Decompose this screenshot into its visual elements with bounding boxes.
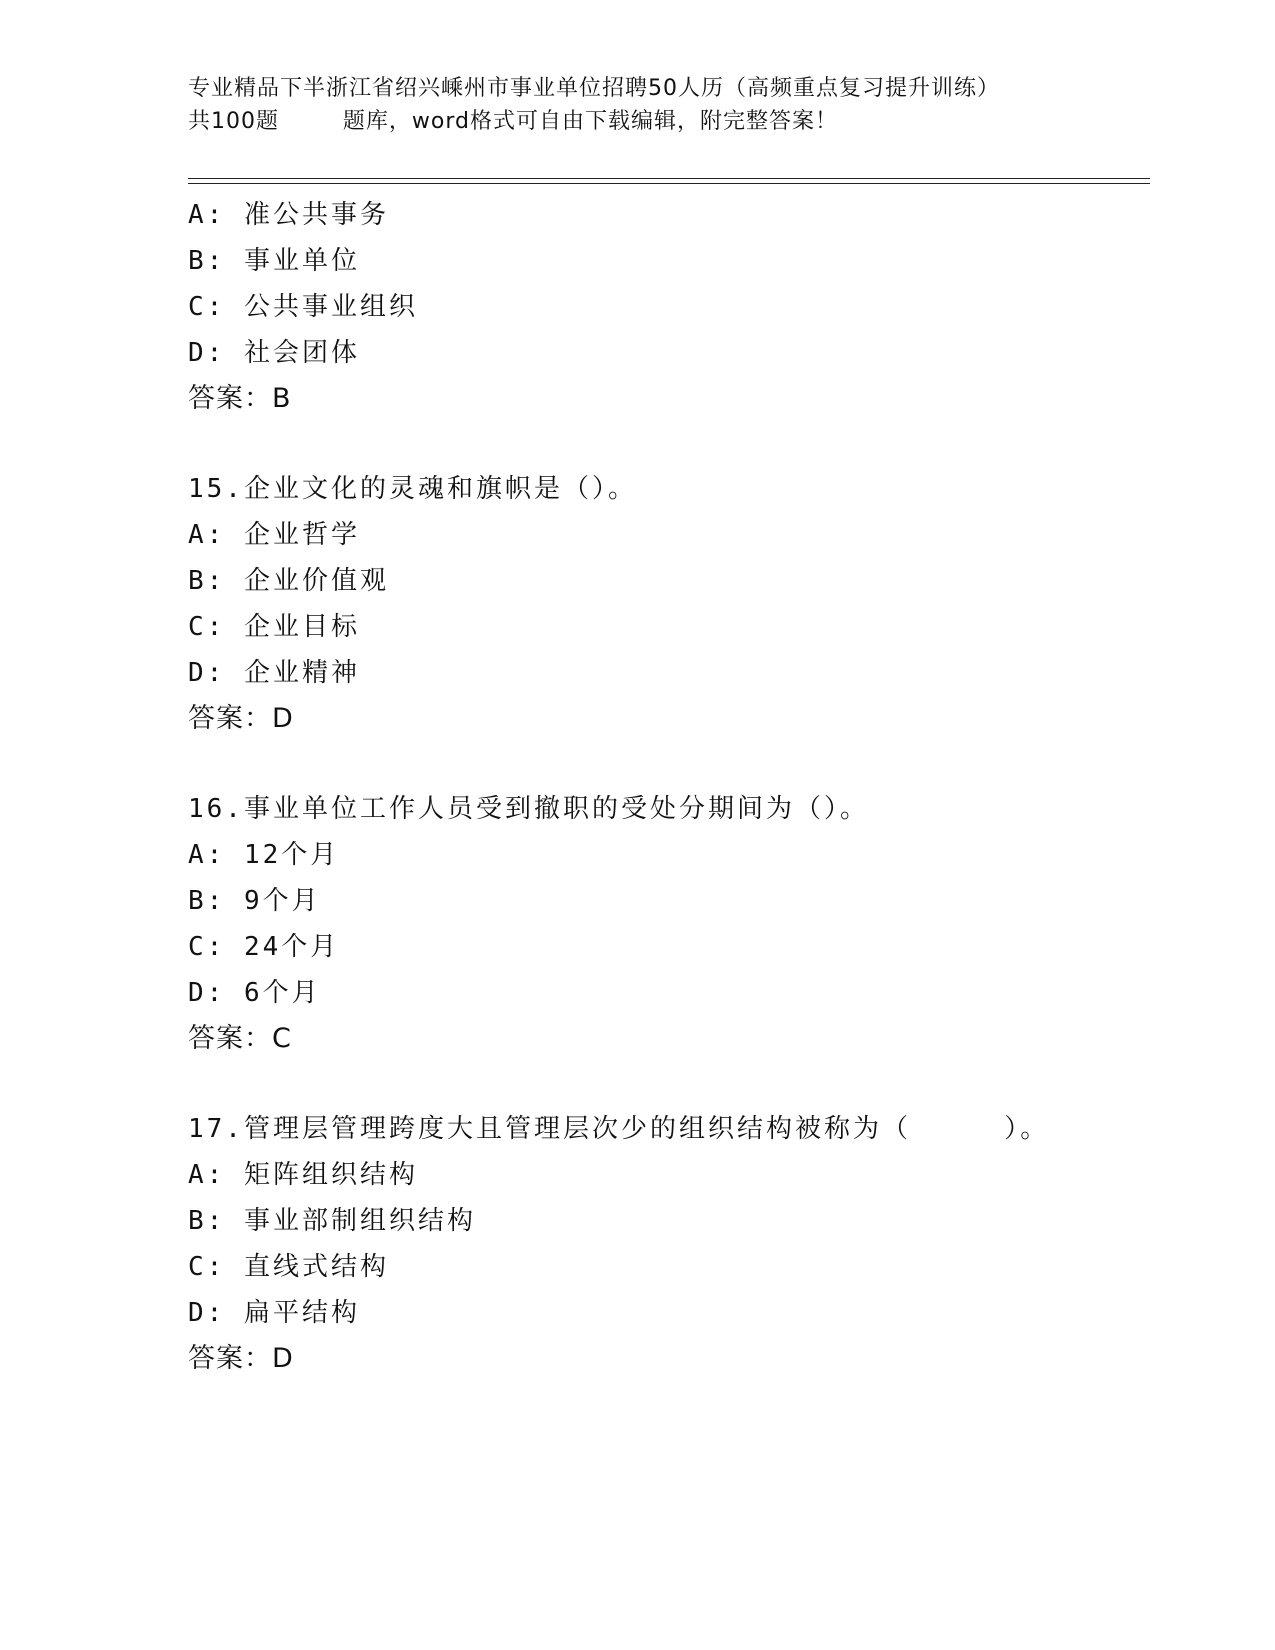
option-a: A: 12个月 <box>188 840 340 870</box>
option-c: C: 企业目标 <box>188 612 360 642</box>
question-text: 17.管理层管理跨度大且管理层次少的组织结构被称为（ ）。 <box>188 1114 1050 1144</box>
question-block-15 <box>188 466 1148 742</box>
question-block-17 <box>188 1106 1148 1382</box>
option-a: A: 准公共事务 <box>188 200 389 230</box>
block-spacer <box>188 1062 1148 1106</box>
option-b: B: 9个月 <box>188 886 321 916</box>
question-text: 16.事业单位工作人员受到撤职的受处分期间为（）。 <box>188 794 869 824</box>
option-d: D: 扁平结构 <box>188 1298 360 1328</box>
answer-line: 答案：D <box>188 703 294 734</box>
answer-line: 答案：D <box>188 1343 294 1374</box>
option-d: D: 6个月 <box>188 978 321 1008</box>
document-title: 专业精品下半浙江省绍兴嵊州市事业单位招聘50人历（高频重点复习提升训练） <box>188 76 1000 101</box>
question-text: 15.企业文化的灵魂和旗帜是（）。 <box>188 474 637 504</box>
option-b: B: 企业价值观 <box>188 566 389 596</box>
option-a: A: 企业哲学 <box>188 520 360 550</box>
option-d: D: 企业精神 <box>188 658 360 688</box>
header-divider-bottom <box>188 183 1150 184</box>
block-spacer <box>188 422 1148 466</box>
option-b: B: 事业单位 <box>188 246 360 276</box>
header-divider-top <box>188 178 1150 179</box>
question-list <box>188 192 1148 1382</box>
document-header <box>188 72 1148 138</box>
option-c: C: 24个月 <box>188 932 340 962</box>
question-block-14 <box>188 192 1148 422</box>
answer-line: 答案：B <box>188 383 292 414</box>
option-d: D: 社会团体 <box>188 338 360 368</box>
option-b: B: 事业部制组织结构 <box>188 1206 476 1236</box>
option-a: A: 矩阵组织结构 <box>188 1160 418 1190</box>
answer-line: 答案：C <box>188 1023 292 1054</box>
block-spacer <box>188 742 1148 786</box>
option-c: C: 公共事业组织 <box>188 292 418 322</box>
document-subtitle: 共100题 题库，word格式可自由下载编辑，附完整答案！ <box>188 109 839 134</box>
question-block-16 <box>188 786 1148 1062</box>
option-c: C: 直线式结构 <box>188 1252 389 1282</box>
